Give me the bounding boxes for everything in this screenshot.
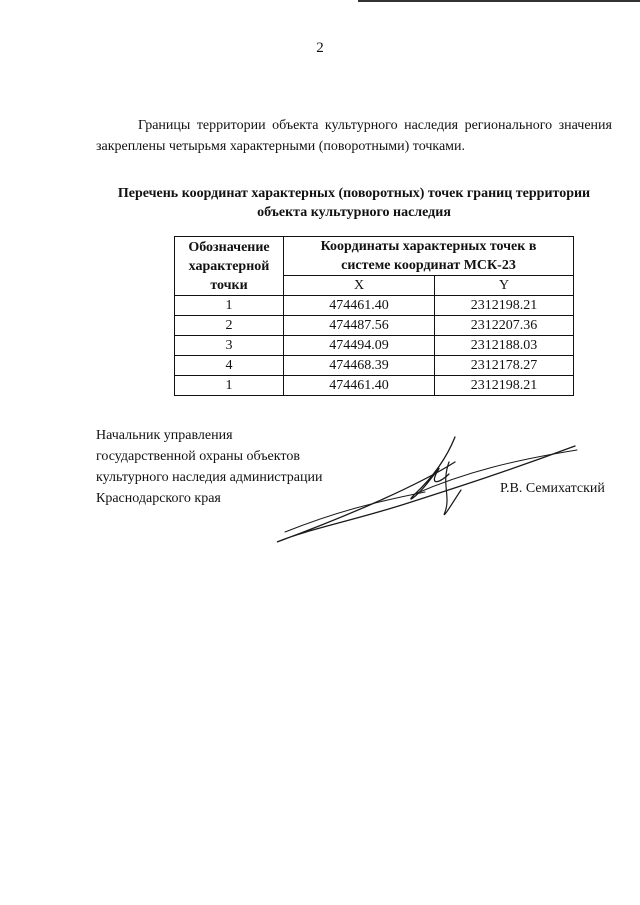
header-point-line-1: Обозначение xyxy=(188,239,270,255)
cell-y: 2312207.36 xyxy=(435,316,574,336)
cell-y: 2312178.27 xyxy=(435,356,574,376)
signer-title-line: Краснодарского края xyxy=(96,491,221,506)
signer-title-line: культурного наследия администрации xyxy=(96,470,323,485)
cell-point: 1 xyxy=(175,376,284,396)
cell-x: 474487.56 xyxy=(284,316,435,336)
header-point xyxy=(175,237,284,296)
cell-x: 474461.40 xyxy=(284,296,435,316)
table-row xyxy=(175,316,574,336)
cell-y: 2312198.21 xyxy=(435,376,574,396)
header-coordinates-line-2: системе координат МСК-23 xyxy=(341,258,516,273)
header-x: X xyxy=(284,276,435,296)
header-coordinates-line-1: Координаты характерных точек в xyxy=(320,239,537,254)
cell-y: 2312188.03 xyxy=(435,336,574,356)
signer-name: Р.В. Семихатский xyxy=(500,481,605,496)
coordinates-table xyxy=(174,236,574,396)
cell-point: 2 xyxy=(175,316,284,336)
cell-x: 474468.39 xyxy=(284,356,435,376)
page-number: 2 xyxy=(316,40,324,56)
cell-point: 1 xyxy=(175,296,284,316)
cell-point: 3 xyxy=(175,336,284,356)
section-title xyxy=(96,184,612,222)
cell-x: 474494.09 xyxy=(284,336,435,356)
table-header-row xyxy=(175,237,574,276)
cell-x: 474461.40 xyxy=(284,376,435,396)
header-coordinates xyxy=(284,237,574,276)
table-row xyxy=(175,376,574,396)
top-rule xyxy=(358,0,640,2)
cell-point: 4 xyxy=(175,356,284,376)
section-title-line-2: объекта культурного наследия xyxy=(257,205,451,220)
header-point-line-2: характерной xyxy=(188,258,270,274)
table-row xyxy=(175,336,574,356)
table-row xyxy=(175,296,574,316)
section-title-line-1: Перечень координат характерных (поворотных) точек границ территории xyxy=(117,186,591,201)
header-y: Y xyxy=(435,276,574,296)
table-row xyxy=(175,356,574,376)
cell-y: 2312198.21 xyxy=(435,296,574,316)
signer-title xyxy=(96,425,323,509)
signer-title-line: государственной охраны объектов xyxy=(96,449,300,464)
intro-paragraph: Границы территории объекта культурного наследия регионального значения закреплены четырьмя характерными (поворотными) точками. xyxy=(96,118,612,154)
header-point-line-3: точки xyxy=(210,277,248,293)
signer-title-line: Начальник управления xyxy=(96,428,233,443)
